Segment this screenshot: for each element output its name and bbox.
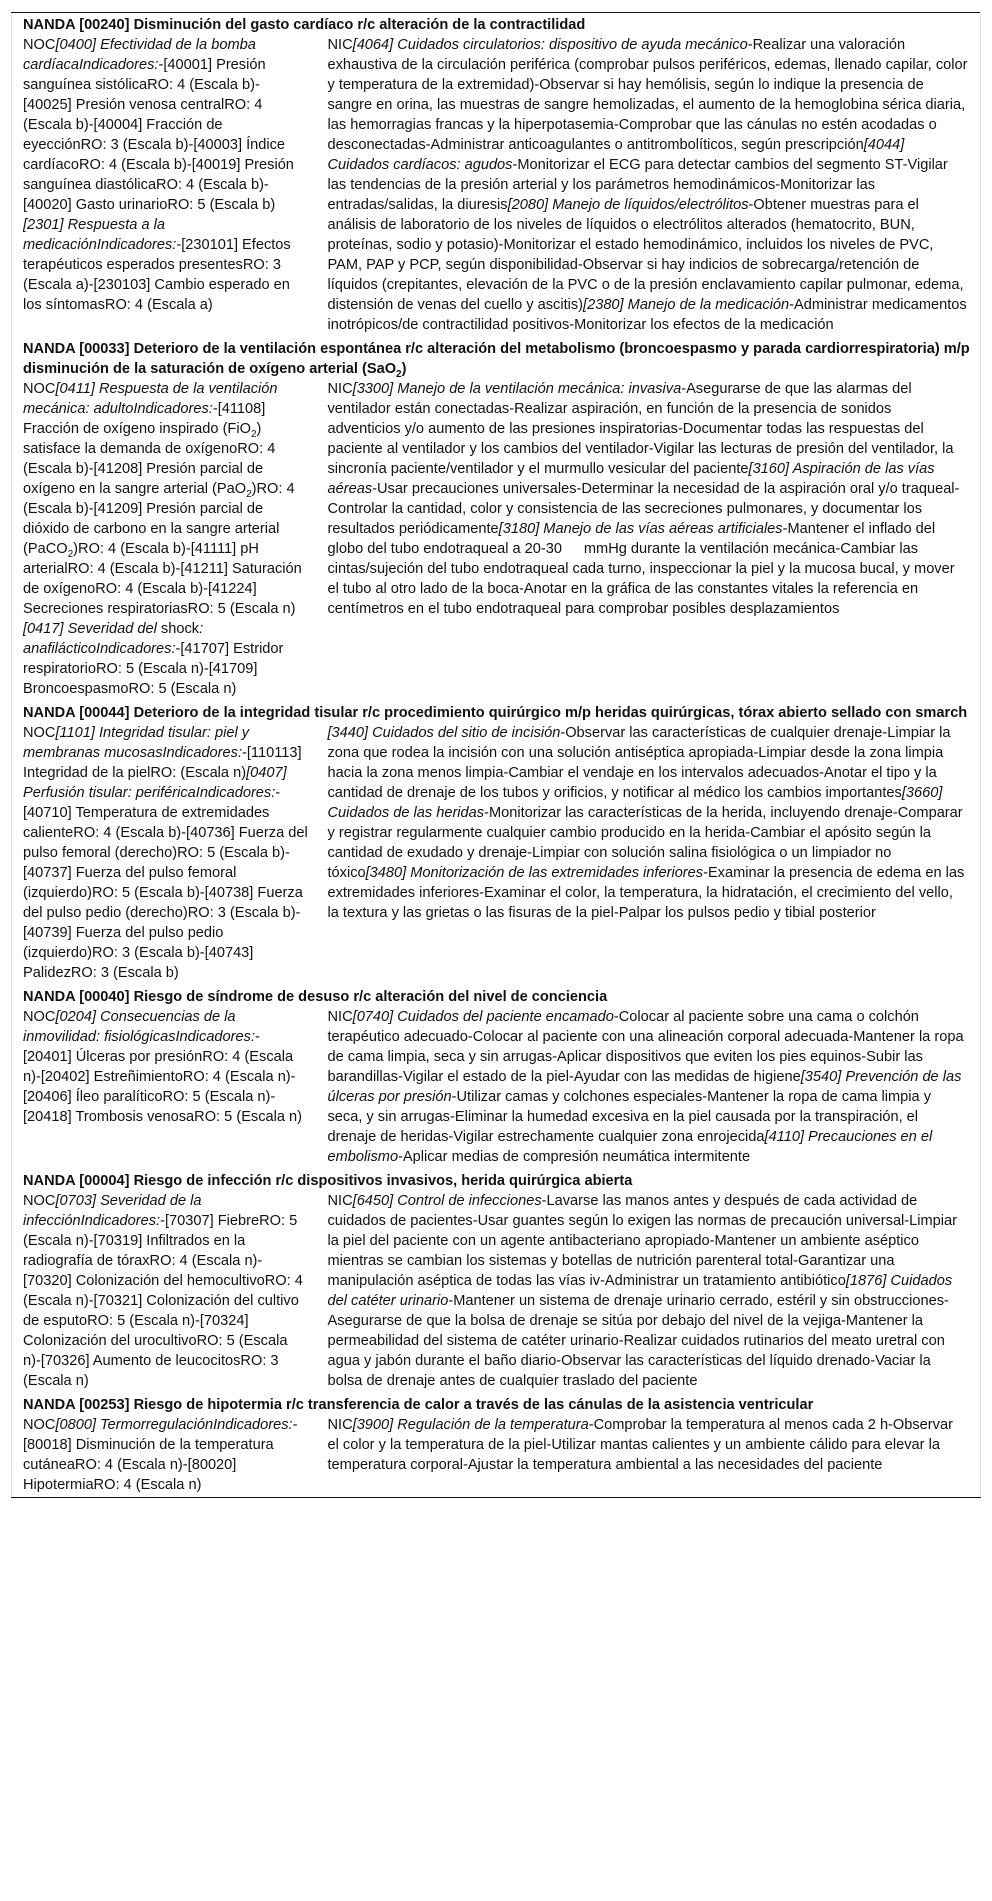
text-segment: NOC [23,381,56,397]
text-segment: ) satisface la demanda de oxígenoRO: 4 (Escala b)-[41208] Presión parcial de oxígeno en la sangre arterial (PaO [23,421,276,497]
nanda-header-row [12,1393,981,1415]
italic-term: [3480] Monitorización de las extremidades inferiores [365,865,704,881]
nic-cell [317,1191,981,1393]
text-segment: NOC [23,1193,56,1209]
italic-term: [0417] Severidad del [23,621,157,637]
noc-cell [12,35,317,337]
text-segment: NOC [23,1009,56,1025]
text-segment: -[230101] Efectos terapéuticos esperados presentesRO: 3 (Escala a)-[230103] Cambio esperado en los síntomasRO: 4 (Escala a) [23,237,291,313]
text-segment: NIC [327,1009,353,1025]
nic-cell [317,35,981,337]
noc-nic-row [12,723,981,985]
text-segment: -Mantener un sistema de drenaje urinario cerrado, estéril y sin obstrucciones-Asegurarse de que la bolsa de drenaje se sitúa por debajo del nivel de la vejiga-Mantener la permeabilidad del sistema de catéter urinario-Realizar cuidados rutinarios del meato uretral con agua y jabón durante el baño diario-Observar las características del líquido drenado-Vaciar la bolsa de drenaje antes de cualquier traslado del paciente [327,1293,949,1389]
nanda-diagnosis [12,337,981,379]
italic-term: [1876] Cuidados del catéter urinario [327,1273,953,1309]
text-segment: NIC [327,381,353,397]
noc-nic-row [12,1415,981,1498]
text-segment: -Obtener muestras para el análisis de laboratorio de los niveles de líquidos o electrólitos alterados (hematocrito, BUN, proteínas, sodio y potasio)-Monitorizar el estado hemodinámico, incluidos los niveles de PVC, PAM, PAP y PCP, según disponibilidad-Observar si hay indicios de sobrecarga/retención de líquidos (crepitantes, elevación de la PVC o de la presión enclavamiento capilar pulmonar, edema, distensión de venas del cuello y ascitis) [327,197,964,313]
text-segment: shock [156,621,200,637]
noc-nic-row [12,379,981,701]
care-plan-table [11,12,981,1498]
text-segment: NANDA [00040] Riesgo de síndrome de desuso r/c alteración del nivel de conciencia [23,989,608,1005]
nanda-diagnosis [12,13,981,36]
text-segment: -[80018] Disminución de la temperatura cutáneaRO: 4 (Escala n)-[80020] HipotermiaRO: 4 (Escala n) [23,1417,298,1493]
italic-term: [3900] Regulación de la temperatura [352,1417,589,1433]
text-segment: -[40710] Temperatura de extremidades calienteRO: 4 (Escala b)-[40736] Fuerza del pulso femoral (derecho)RO: 5 (Escala b)-[40737] Fuerza del pulso femoral (izquierdo)RO: 5 (Escala b)-[40738] Fuerza del pulso pedio (derecho)RO: 3 (Escala b)-[40739] Fuerza del pulso pedio (izquierdo)RO: 3 (Escala b)-[40743] PalidezRO: 3 (Escala b) [23,785,308,981]
text-segment: -[20401] Úlceras por presiónRO: 4 (Escala n)-[20402] EstreñimientoRO: 4 (Escala n)-[20406] Íleo paralíticoRO: 5 (Escala n)-[20418] Trombosis venosaRO: 5 (Escala n) [23,1029,303,1125]
text-segment: -Realizar una valoración exhaustiva de la circulación periférica (comprobar pulsos periféricos, edemas, llenado capilar, color y temperatura de la extremidad)-Observar si hay hemólisis, según lo indique la presencia de sangre en orina, las muestras de sangre hemolizadas, el aumento de la hemoglobina sérica diaria, las hemorragias francas y la hiperpotasemia-Comprobar que las cánulas no estén acodadas o desconectadas-Administrar anticoagulantes o antitrombolíticos, según prescripción [327,37,968,153]
text-segment: -Utilizar camas y colchones especiales-Mantener la ropa de cama limpia y seca, y sin arrugas-Eliminar la humedad excesiva en la piel causada por la transpiración, el drenaje de heridas-Vigilar estrechamente cualquier zona enrojecida [327,1089,931,1145]
text-segment: NOC [23,1417,56,1433]
care-plan-body [12,13,981,1498]
text-segment: NANDA [00033] Deterioro de la ventilación espontánea r/c alteración del metabolismo (broncoespasmo y parada cardiorrespiratoria) m/p disminución de la saturación de oxígeno arterial (SaO [23,341,970,377]
text-segment: )RO: 4 (Escala b)-[41111] pH arterialRO: 4 (Escala b)-[41211] Saturación de oxígenoRO: 4 (Escala b)-[41224] Secreciones respiratoriasRO: 5 (Escala n) [23,541,302,617]
italic-term: [3440] Cuidados del sitio de incisión [327,725,561,741]
italic-term: [0800] TermorregulaciónIndicadores: [55,1417,293,1433]
text-segment: ) [401,361,407,377]
noc-cell [12,379,317,701]
noc-nic-row [12,35,981,337]
nanda-header-row [12,701,981,723]
italic-term: [3180] Manejo de las vías aéreas artificiales [498,521,783,537]
text-segment: -[110113] Integridad de la pielRO: (Escala n) [23,745,302,781]
italic-term: [4044] Cuidados cardíacos: agudos [327,137,905,173]
italic-term: : anafilácticoIndicadores: [23,621,204,657]
text-segment: NOC [23,725,56,741]
noc-cell [12,723,317,985]
text-segment: -Observar las características de cualquier drenaje-Limpiar la zona que rodea la incisión con una solución antiséptica apropiada-Limpiar desde la zona limpia hacia la zona menos limpia-Cambiar el vendaje en los intervalos adecuados-Anotar el tipo y la cantidad de drenaje de los tubos y orificios, y notificar al médico los cambios importantes [327,725,951,801]
text-segment: -Comprobar la temperatura al menos cada 2 h-Observar el color y la temperatura de la piel-Utilizar mantas calientes y un ambiente cálido para elevar la temperatura corporal-Ajustar la temperatura ambiental a las necesidades del paciente [327,1417,953,1473]
text-segment: NANDA [00240] Disminución del gasto cardíaco r/c alteración de la contractilidad [23,17,586,33]
text-segment: -Usar precauciones universales-Determinar la necesidad de la aspiración oral y/o traqueal-Controlar la cantidad, color y consistencia de las secreciones pulmonares, y documentar los resultados periódicamente [327,481,960,537]
text-segment: NIC [327,37,353,53]
text-segment: -[41108] Fracción de oxígeno inspirado (FiO [23,401,266,437]
text-segment: -[70307] FiebreRO: 5 (Escala n)-[70319] Infiltrados en la radiografía de tóraxRO: 4 (Escala n)-[70320] Colonización del hemocultivoRO: 4 (Escala n)-[70321] Colonización del cultivo de esputoRO: 5 (Escala n)-[70324] Colonización del urocultivoRO: 5 (Escala n)-[70326] Aumento de leucocitosRO: 3 (Escala n) [23,1213,303,1389]
nic-cell [317,1007,981,1169]
text-segment: -Aplicar medias de compresión neumática intermitente [398,1149,751,1165]
noc-nic-row [12,1191,981,1393]
italic-term: [2380] Manejo de la medicación [583,297,790,313]
nanda-header-row [12,1169,981,1191]
italic-term: [0400] Efectividad de la bomba cardíacaIndicadores: [23,37,256,73]
italic-term: [4064] Cuidados circulatorios: dispositivo de ayuda mecánico [352,37,748,53]
italic-term: [3540] Prevención de las úlceras por presión [327,1069,962,1105]
text-segment: -Colocar al paciente sobre una cama o colchón terapéutico adecuado-Colocar al paciente con una alineación corporal adecuada-Mantener la ropa de cama limpia, seca y sin arrugas-Aplicar dispositivos que eviten los pies equinos-Subir las barandillas-Vigilar el estado de la piel-Ayudar con las medidas de higiene [327,1009,964,1085]
italic-term: [0411] Respuesta de la ventilación mecánica: adultoIndicadores: [23,381,278,417]
italic-term: [1101] Integridad tisular: piel y membranas mucosasIndicadores: [23,725,250,761]
text-segment: -Mantener el inflado del globo del tubo endotraqueal a 20-30 mmHg durante la ventilación mecánica-Cambiar las cintas/sujeción del tubo endotraqueal cada turno, inspeccionar la piel y la mucosa bucal, y mover el tubo al otro lado de la boca-Anotar en la gráfica de las constantes vitales la referencia en centímetros en el tubo endotraqueal para comprobar posibles desplazamientos [327,521,955,617]
nanda-header-row [12,13,981,36]
italic-term: [0204] Consecuencias de la inmovilidad: fisiológicasIndicadores: [23,1009,255,1045]
text-segment: -Examinar la presencia de edema en las extremidades inferiores-Examinar el color, la temperatura, la hidratación, el crecimiento del vello, la textura y las grietas o las fisuras de la piel-Palpar los pulsos pedio y tibial posterior [327,865,965,921]
subscript: 2 [246,489,252,500]
italic-term: [2080] Manejo de líquidos/electrólitos [507,197,749,213]
noc-nic-row [12,1007,981,1169]
italic-term: [2301] Respuesta a la medicaciónIndicadores: [23,217,177,253]
text-segment: NANDA [00004] Riesgo de infección r/c dispositivos invasivos, herida quirúrgica abierta [23,1173,633,1189]
noc-cell [12,1007,317,1169]
subscript: 2 [67,549,74,560]
nanda-diagnosis [12,701,981,723]
nic-cell [317,1415,981,1498]
text-segment: -[41707] Estridor respiratorioRO: 5 (Escala n)-[41709] BroncoespasmoRO: 5 (Escala n) [23,641,284,697]
italic-term: [3300] Manejo de la ventilación mecánica: invasiva [352,381,682,397]
italic-term: [3160] Aspiración de las vías aéreas [327,461,935,497]
text-segment: -Monitorizar el ECG para detectar cambios del segmento ST-Vigilar las tendencias de la presión arterial y los parámetros hemodinámicos-Monitorizar las entradas/salidas, la diuresis [327,157,948,213]
noc-cell [12,1415,317,1498]
nanda-diagnosis [12,1393,981,1415]
text-segment: -Asegurarse de que las alarmas del ventilador están conectadas-Realizar aspiración, en función de la presencia de sonidos adventicios y/o aumento de las presiones inspiratorias-Documentar todas las respuestas del paciente al ventilador y los cambios del ventilador-Vigilar las lecturas de presión del ventilador, la sincronía paciente/ventilador y el murmullo vesicular del paciente [327,381,954,477]
nic-cell [317,379,981,701]
noc-cell [12,1191,317,1393]
text-segment: NOC [23,37,56,53]
text-segment: -Monitorizar las características de la herida, incluyendo drenaje-Comparar y registrar regularmente cualquier cambio producido en la herida-Cambiar el apósito según la cantidad de exudado y drenaje-Limpiar con solución salina fisiológica o un limpiador no tóxico [327,805,963,881]
text-segment: -[40001] Presión sanguínea sistólicaRO: 4 (Escala b)-[40025] Presión venosa centralRO: 4 (Escala b)-[40004] Fracción de eyecciónRO: 3 (Escala b)-[40003] Índice cardíacoRO: 4 (Escala b)-[40019] Presión sanguínea diastólicaRO: 4 (Escala b)-[40020] Gasto urinarioRO: 5 (Escala b) [23,57,294,213]
italic-term: [4110] Precauciones en el embolismo [327,1129,933,1165]
subscript: 2 [396,369,402,380]
nanda-diagnosis [12,985,981,1007]
nanda-diagnosis [12,1169,981,1191]
nic-cell [317,723,981,985]
text-segment: -Lavarse las manos antes y después de cada actividad de cuidados de pacientes-Usar guantes según lo exigen las normas de precaución universal-Limpiar la piel del paciente con un agente antibacteriano apropiado-Mantener un ambiente aséptico mientras se cambian los sistemas y botellas de nutrición parenteral total-Garantizar una manipulación aséptica de todas las vías iv-Administrar un tratamiento antibiótico [327,1193,958,1289]
italic-term: [6450] Control de infecciones [352,1193,542,1209]
text-segment: -Administrar medicamentos inotrópicos/de contractilidad positivos-Monitorizar los efectos de la medicación [327,297,967,333]
text-segment: NANDA [00253] Riesgo de hipotermia r/c transferencia de calor a través de las cánulas de la asistencia ventricular [23,1397,814,1413]
italic-term: [3660] Cuidados de las heridas [327,785,943,821]
subscript: 2 [250,429,257,440]
text-segment: NANDA [00044] Deterioro de la integridad tisular r/c procedimiento quirúrgico m/p heridas quirúrgicas, tórax abierto sellado con smarch [23,705,968,721]
text-segment: NIC [327,1193,353,1209]
italic-term: [0407] Perfusión tisular: periféricaIndicadores: [23,765,287,801]
text-segment: NIC [327,1417,353,1433]
italic-term: [0740] Cuidados del paciente encamado [352,1009,614,1025]
text-segment: )RO: 4 (Escala b)-[41209] Presión parcial de dióxido de carbono en la sangre arterial (PaCO [23,481,295,557]
nanda-header-row [12,985,981,1007]
nanda-header-row [12,337,981,379]
italic-term: [0703] Severidad de la infecciónIndicadores: [23,1193,202,1229]
